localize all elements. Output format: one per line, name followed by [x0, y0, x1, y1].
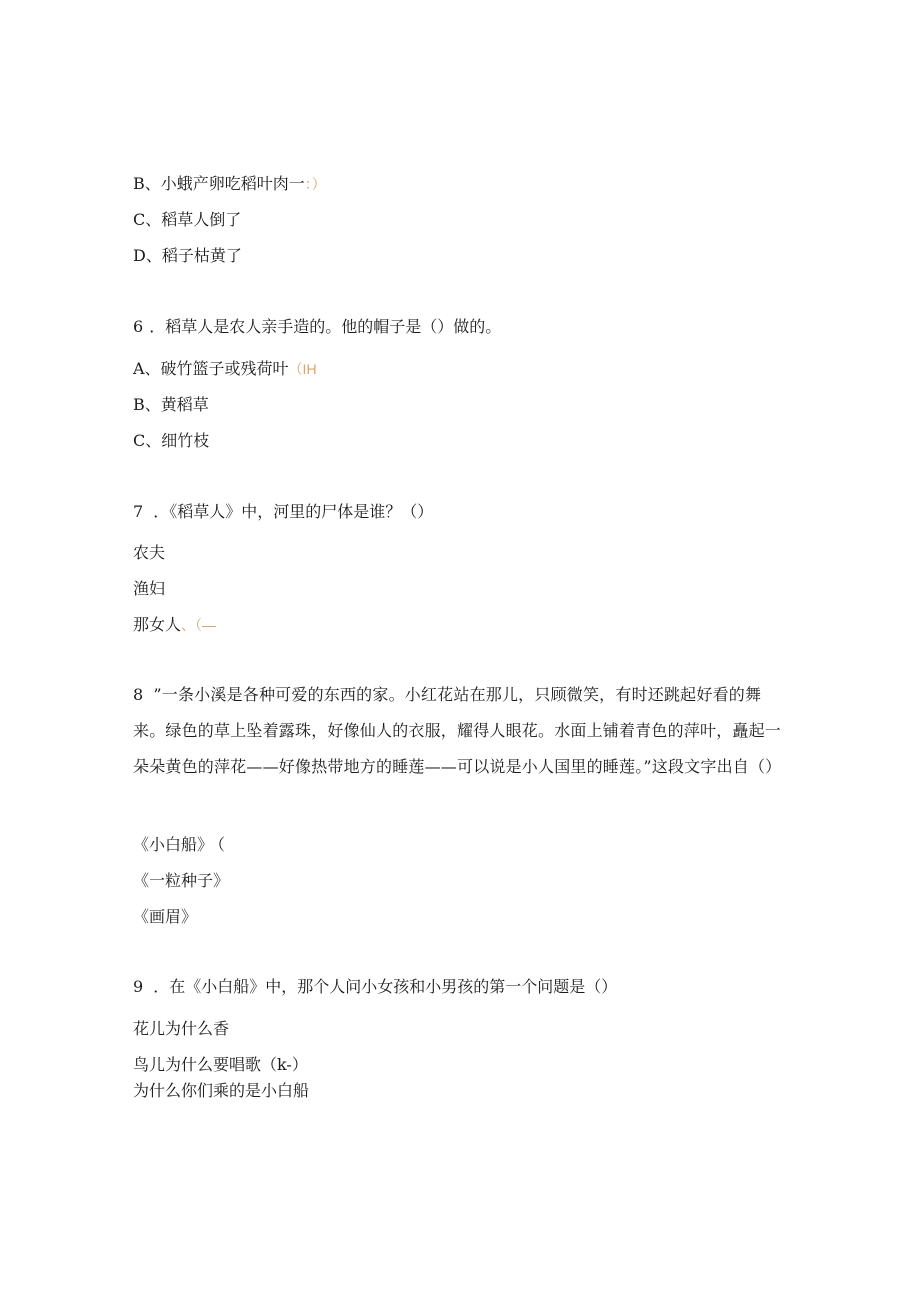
option-text: 农夫: [133, 543, 166, 562]
question-8-stem: [133, 677, 783, 785]
option-q6-b: [133, 395, 209, 415]
stray-mark: 、（—: [181, 617, 217, 633]
option-q7-c: [133, 615, 216, 635]
option-q7-a: [133, 543, 165, 563]
question-text: ．《稻草人》中，河里的尸体是谁？（）: [153, 502, 434, 521]
option-q5-b: [133, 174, 326, 194]
question-number: 8: [133, 685, 144, 704]
option-text: 渔妇: [133, 579, 166, 598]
question-text: ．稻草人是农人亲手造的。他的帽子是（）做的。: [149, 317, 502, 336]
stray-mark: （IH: [288, 361, 317, 377]
option-q9-b: [133, 1055, 308, 1075]
stray-mark: ：）: [304, 176, 326, 192]
question-text: ．在《小白船》中，那个人问小女孩和小男孩的第一个问题是（）: [153, 977, 618, 996]
option-q5-c: [133, 210, 241, 230]
option-text: A、破竹篮子或残荷叶: [133, 359, 289, 378]
option-q8-b: [133, 871, 229, 891]
question-number: 7: [133, 502, 144, 521]
stray-mark: （: [217, 835, 226, 854]
option-text: B、小蛾产卵吃稻叶肉一: [133, 174, 305, 193]
question-text: ”一条小溪是各种可爱的东西的家。小红花站在那儿，只顾微笑，有时还跳起好看的舞来。绿色的草上坠着露珠，好像仙人的衣服，耀得人眼花。水面上铺着青色的萍叶，矗起一朵朵黄色的萍花——好像热带地方的睡莲——可以说是小人国里的睡莲。”这段文字出自（）: [133, 685, 782, 776]
option-text: 《小白船》: [133, 835, 214, 854]
option-text: 鸟儿为什么要唱歌（k-）: [133, 1055, 308, 1074]
option-text: D、稻子枯黄了: [133, 246, 242, 265]
option-text: 《画眉》: [133, 907, 198, 926]
question-6-stem: [133, 317, 501, 337]
option-text: C、稻草人倒了: [133, 210, 242, 229]
question-9-stem: [133, 977, 617, 997]
option-q6-c: [133, 431, 209, 451]
question-number: 9: [133, 977, 144, 996]
question-number: 6: [133, 317, 144, 336]
option-text: 为什么你们乘的是小白船: [133, 1081, 310, 1100]
option-q8-a: [133, 835, 225, 855]
option-text: 那女人: [133, 615, 182, 634]
option-text: 《一粒种子》: [133, 871, 230, 890]
option-q8-c: [133, 907, 197, 927]
option-text: 花儿为什么香: [133, 1019, 230, 1038]
option-q9-c: [133, 1081, 309, 1101]
option-q7-b: [133, 579, 165, 599]
option-text: C、细竹枝: [133, 431, 210, 450]
option-q9-a: [133, 1019, 229, 1039]
option-q6-a: [133, 359, 317, 379]
option-q5-d: [133, 246, 242, 266]
option-text: B、黄稻草: [133, 395, 209, 414]
question-7-stem: [133, 502, 433, 522]
